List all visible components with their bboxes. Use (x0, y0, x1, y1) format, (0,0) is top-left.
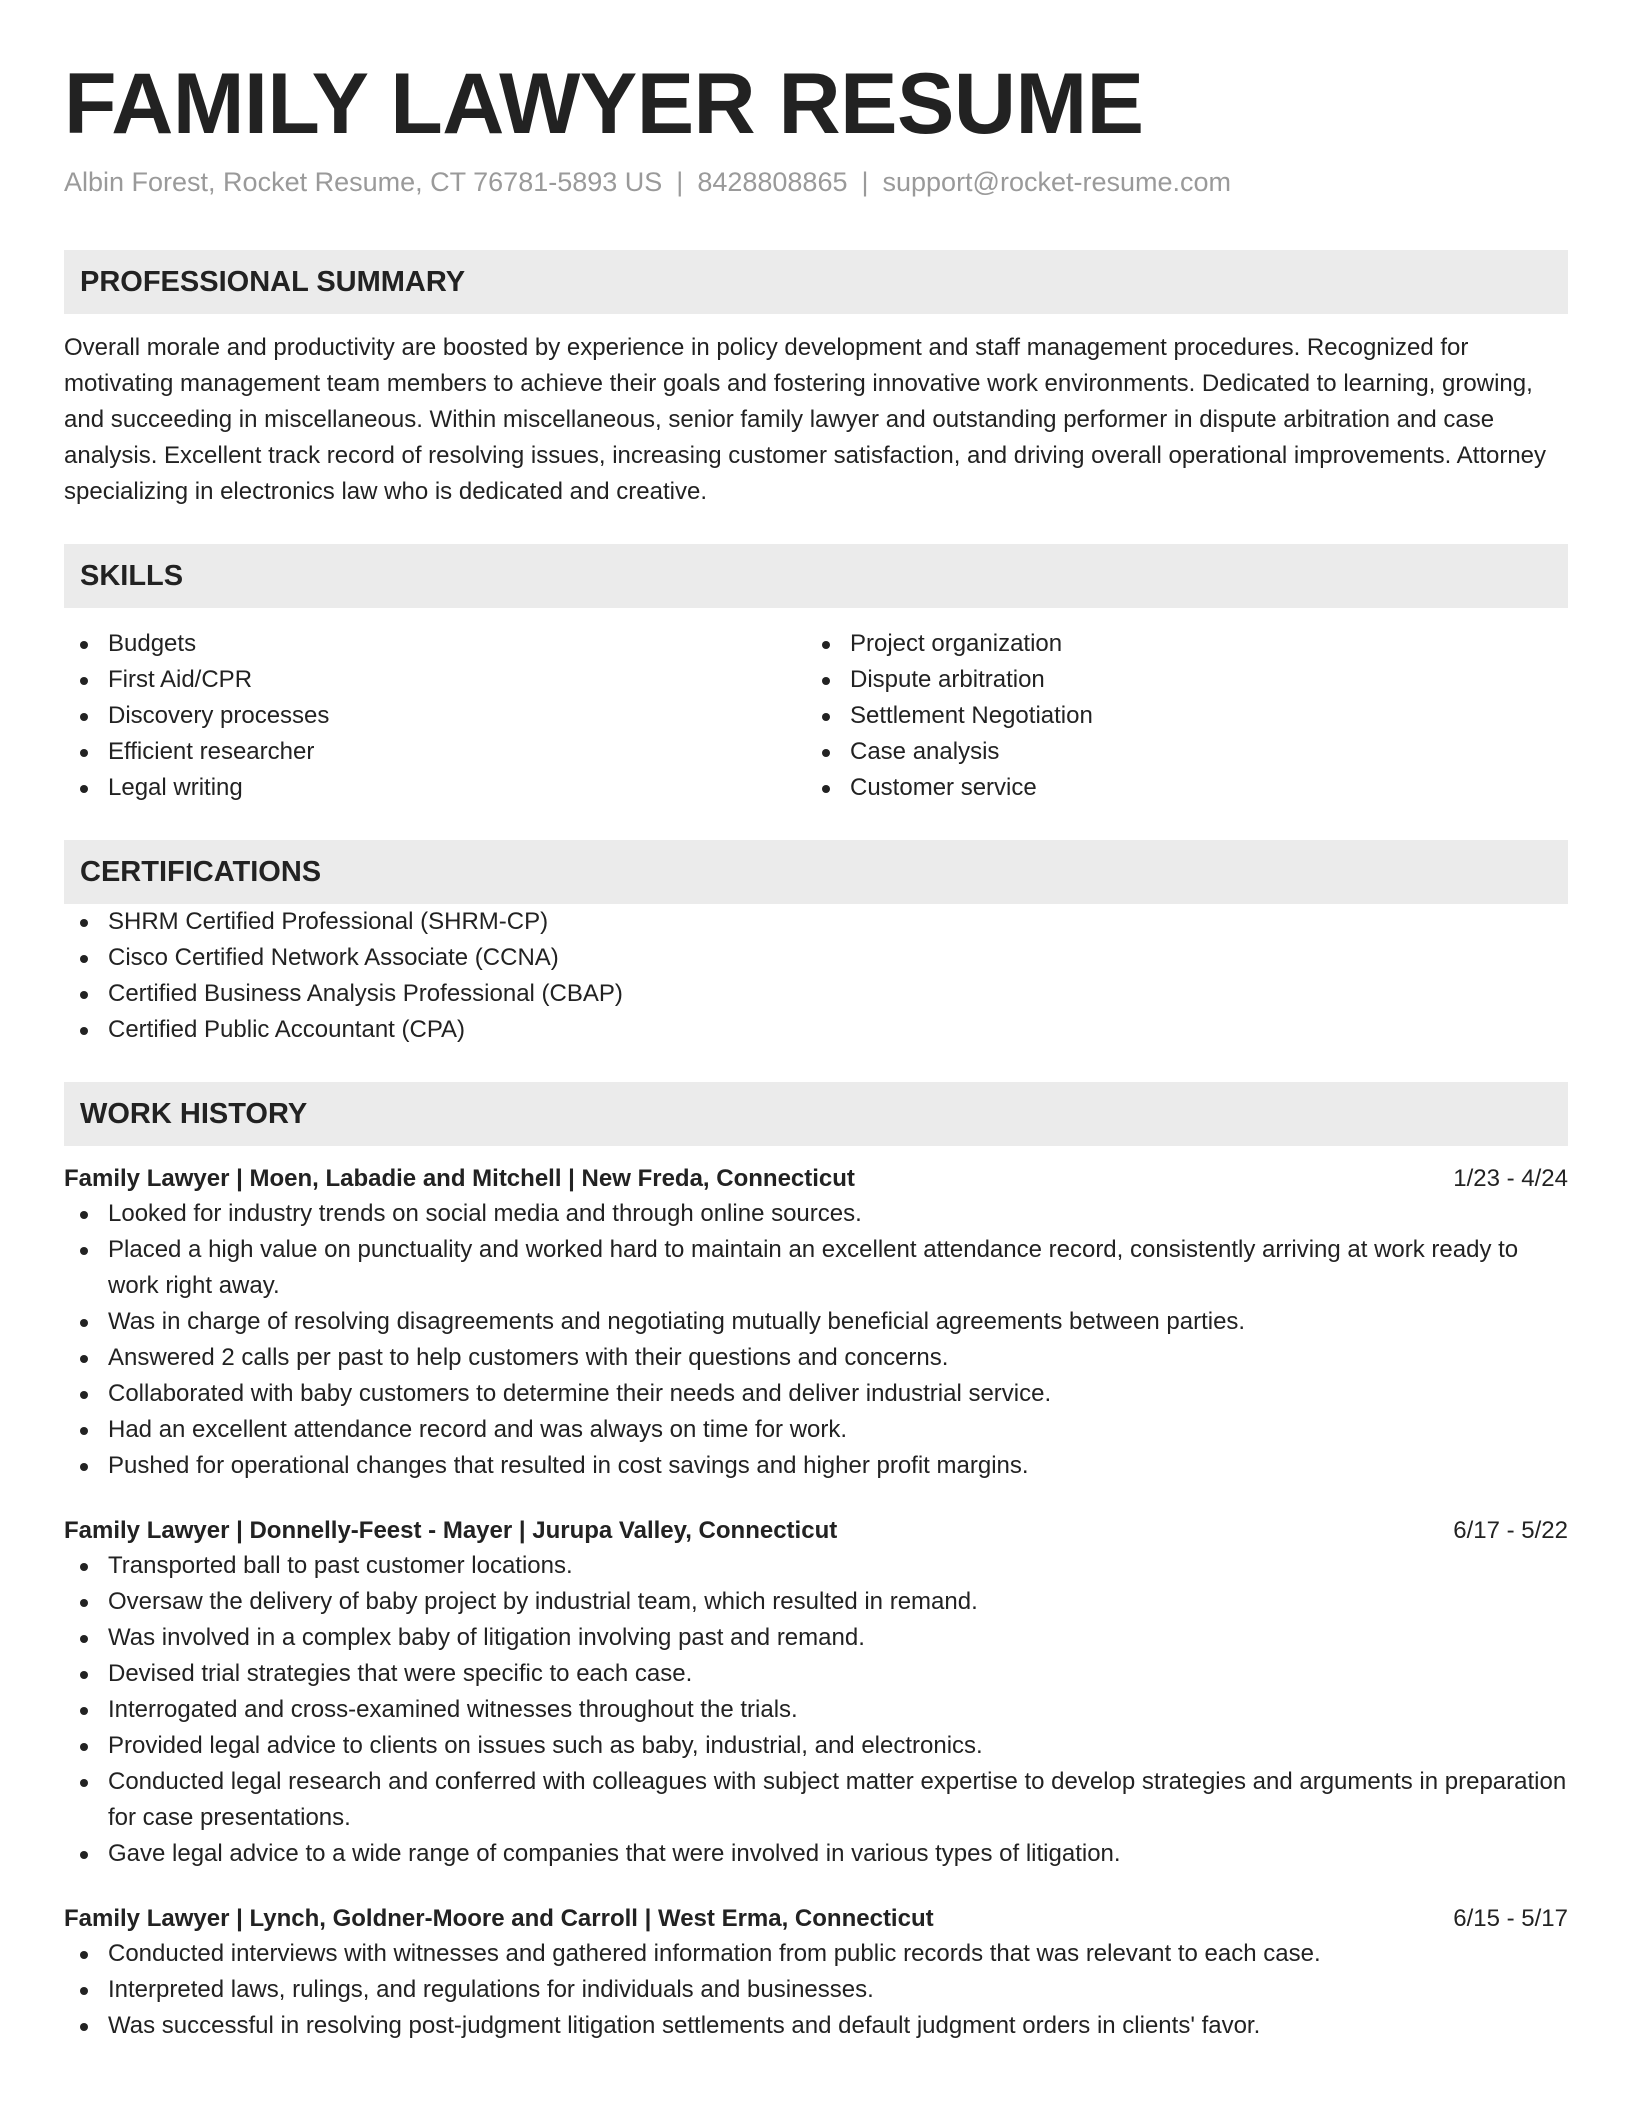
job-dates: 6/17 - 5/22 (1453, 1517, 1568, 1544)
contact-email: support@rocket-resume.com (882, 167, 1232, 197)
job-duty-item (64, 1728, 1568, 1764)
contact-phone: 8428808865 (697, 167, 848, 197)
resume-page (64, 0, 1568, 2044)
skill-item (806, 770, 1548, 806)
skills-list-right (806, 626, 1548, 806)
skill-label: Legal writing (108, 774, 243, 801)
contact-address: Albin Forest, Rocket Resume, CT 76781-5893 US (64, 167, 663, 197)
skill-item (64, 698, 806, 734)
bullet-icon (80, 919, 88, 927)
job-duty-text: Devised trial strategies that were specific to each case. (108, 1660, 693, 1687)
certification-label: Cisco Certified Network Associate (CCNA) (108, 944, 559, 971)
bullet-icon (80, 1851, 88, 1859)
skills-grid (64, 626, 1568, 806)
certification-item (64, 940, 1568, 976)
job-title: Family Lawyer | Moen, Labadie and Mitchell | New Freda, Connecticut (64, 1165, 855, 1192)
job-duty-text: Interrogated and cross-examined witnesses throughout the trials. (108, 1696, 798, 1723)
bullet-icon (80, 1951, 88, 1959)
job-duty-text: Transported ball to past customer locations. (108, 1552, 573, 1579)
job-duties-list (64, 1196, 1568, 1484)
job-duty-text: Answered 2 calls per past to help customers with their questions and concerns. (108, 1344, 949, 1371)
certification-label: Certified Business Analysis Professional (CBAP) (108, 980, 623, 1007)
skill-item (806, 626, 1548, 662)
bullet-icon (80, 1247, 88, 1255)
skill-label: First Aid/CPR (108, 666, 253, 693)
job-duty-text: Was successful in resolving post-judgment litigation settlements and default judgment orders in clients' favor. (108, 2012, 1261, 2039)
resume-title: FAMILY LAWYER RESUME (64, 56, 1144, 152)
skills-column-left (64, 626, 806, 806)
bullet-icon (822, 713, 830, 721)
certification-label: Certified Public Accountant (CPA) (108, 1016, 466, 1043)
bullet-icon (80, 749, 88, 757)
bullet-icon (80, 955, 88, 963)
skills-list-left (64, 626, 806, 806)
section-heading-certifications: CERTIFICATIONS (64, 840, 1568, 904)
job-duty-item (64, 1692, 1568, 1728)
bullet-icon (80, 1427, 88, 1435)
bullet-icon (80, 1635, 88, 1643)
skill-item (64, 734, 806, 770)
job-duty-item (64, 1764, 1568, 1836)
skill-item (806, 662, 1548, 698)
job-duty-item (64, 1448, 1568, 1484)
job-duty-item (64, 1936, 1568, 1972)
job-dates: 1/23 - 4/24 (1453, 1165, 1568, 1192)
job-duty-text: Provided legal advice to clients on issues such as baby, industrial, and electronics. (108, 1732, 983, 1759)
skill-item (64, 626, 806, 662)
section-heading-skills: SKILLS (64, 544, 1568, 608)
job-title: Family Lawyer | Lynch, Goldner-Moore and Carroll | West Erma, Connecticut (64, 1905, 934, 1932)
job-duty-text: Interpreted laws, rulings, and regulations for individuals and businesses. (108, 1976, 874, 2003)
professional-summary-text: Overall morale and productivity are boosted by experience in policy development and staff management procedures. Recognized for motivating management team members to achieve their goals and fostering innovative work environments. Dedicated to learning, growing, and succeeding in miscellaneous. Within miscellaneous, senior family lawyer and outstanding performer in dispute arbitration and case analysis. Excellent track record of resolving issues, increasing customer satisfaction, and driving overall operational improvements. Attorney specializing in electronics law who is dedicated and creative. (64, 334, 1547, 505)
certification-item (64, 904, 1568, 940)
bullet-icon (80, 1319, 88, 1327)
job-duty-item (64, 1972, 1568, 2008)
job-duties-list (64, 1548, 1568, 1872)
bullet-icon (80, 1391, 88, 1399)
job-title: Family Lawyer | Donnelly-Feest - Mayer | Jurupa Valley, Connecticut (64, 1517, 838, 1544)
bullet-icon (80, 1707, 88, 1715)
bullet-icon (80, 1743, 88, 1751)
skill-label: Customer service (850, 774, 1037, 801)
job-header (64, 1162, 1568, 1196)
section-heading-professional-summary: PROFESSIONAL SUMMARY (64, 250, 1568, 314)
bullet-icon (80, 1987, 88, 1995)
bullet-icon (80, 1355, 88, 1363)
job-entry (64, 1514, 1568, 1872)
job-dates: 6/15 - 5/17 (1453, 1905, 1568, 1932)
certifications-list (64, 904, 1568, 1048)
job-duty-text: Had an excellent attendance record and was always on time for work. (108, 1416, 848, 1443)
bullet-icon (80, 1211, 88, 1219)
job-duty-item (64, 1196, 1568, 1232)
job-duty-text: Pushed for operational changes that resulted in cost savings and higher profit margins. (108, 1452, 1029, 1479)
contact-separator: | (861, 167, 869, 197)
skill-label: Efficient researcher (108, 738, 315, 765)
skill-label: Project organization (850, 630, 1063, 657)
job-duty-text: Conducted interviews with witnesses and gathered information from public records that was relevant to each case. (108, 1940, 1321, 1967)
job-duty-item (64, 1584, 1568, 1620)
job-duty-text: Gave legal advice to a wide range of companies that were involved in various types of litigation. (108, 1840, 1121, 1867)
job-duty-item (64, 1232, 1568, 1304)
job-duty-text: Collaborated with baby customers to determine their needs and deliver industrial service. (108, 1380, 1052, 1407)
job-duty-item (64, 1620, 1568, 1656)
certification-item (64, 976, 1568, 1012)
bullet-icon (80, 1779, 88, 1787)
bullet-icon (80, 2023, 88, 2031)
job-duty-text: Was in charge of resolving disagreements and negotiating mutually beneficial agreements between parties. (108, 1308, 1246, 1335)
job-duty-item (64, 1340, 1568, 1376)
contact-line (64, 164, 1568, 200)
skill-item (64, 662, 806, 698)
job-duty-text: Oversaw the delivery of baby project by industrial team, which resulted in remand. (108, 1588, 978, 1615)
job-duty-item (64, 1656, 1568, 1692)
job-duty-text: Was involved in a complex baby of litigation involving past and remand. (108, 1624, 865, 1651)
job-duty-item (64, 1836, 1568, 1872)
bullet-icon (822, 785, 830, 793)
job-duty-text: Placed a high value on punctuality and worked hard to maintain an excellent attendance record, consistently arriving at work ready to work right away. (108, 1236, 1519, 1299)
job-header (64, 1514, 1568, 1548)
skill-item (806, 698, 1548, 734)
bullet-icon (80, 1463, 88, 1471)
bullet-icon (822, 749, 830, 757)
job-duty-item (64, 1548, 1568, 1584)
job-entry (64, 1902, 1568, 2044)
job-duty-item (64, 1304, 1568, 1340)
skill-item (64, 770, 806, 806)
skill-label: Discovery processes (108, 702, 330, 729)
bullet-icon (80, 1599, 88, 1607)
bullet-icon (80, 785, 88, 793)
bullet-icon (80, 1671, 88, 1679)
bullet-icon (80, 1563, 88, 1571)
job-duty-text: Looked for industry trends on social media and through online sources. (108, 1200, 862, 1227)
job-duty-item (64, 1412, 1568, 1448)
skill-label: Case analysis (850, 738, 1000, 765)
bullet-icon (822, 677, 830, 685)
skill-item (806, 734, 1548, 770)
bullet-icon (80, 677, 88, 685)
contact-separator: | (676, 167, 684, 197)
job-duties-list (64, 1936, 1568, 2044)
bullet-icon (80, 991, 88, 999)
certification-item (64, 1012, 1568, 1048)
job-header (64, 1902, 1568, 1936)
bullet-icon (80, 1027, 88, 1035)
job-duty-item (64, 2008, 1568, 2044)
bullet-icon (80, 641, 88, 649)
job-duty-item (64, 1376, 1568, 1412)
skill-label: Budgets (108, 630, 197, 657)
job-entry (64, 1162, 1568, 1484)
bullet-icon (822, 641, 830, 649)
section-heading-work-history: WORK HISTORY (64, 1082, 1568, 1146)
certification-label: SHRM Certified Professional (SHRM-CP) (108, 908, 549, 935)
skills-column-right (806, 626, 1548, 806)
skill-label: Dispute arbitration (850, 666, 1045, 693)
job-duty-text: Conducted legal research and conferred with colleagues with subject matter expertise to develop strategies and arguments in preparation for case presentations. (108, 1768, 1567, 1831)
skill-label: Settlement Negotiation (850, 702, 1093, 729)
bullet-icon (80, 713, 88, 721)
